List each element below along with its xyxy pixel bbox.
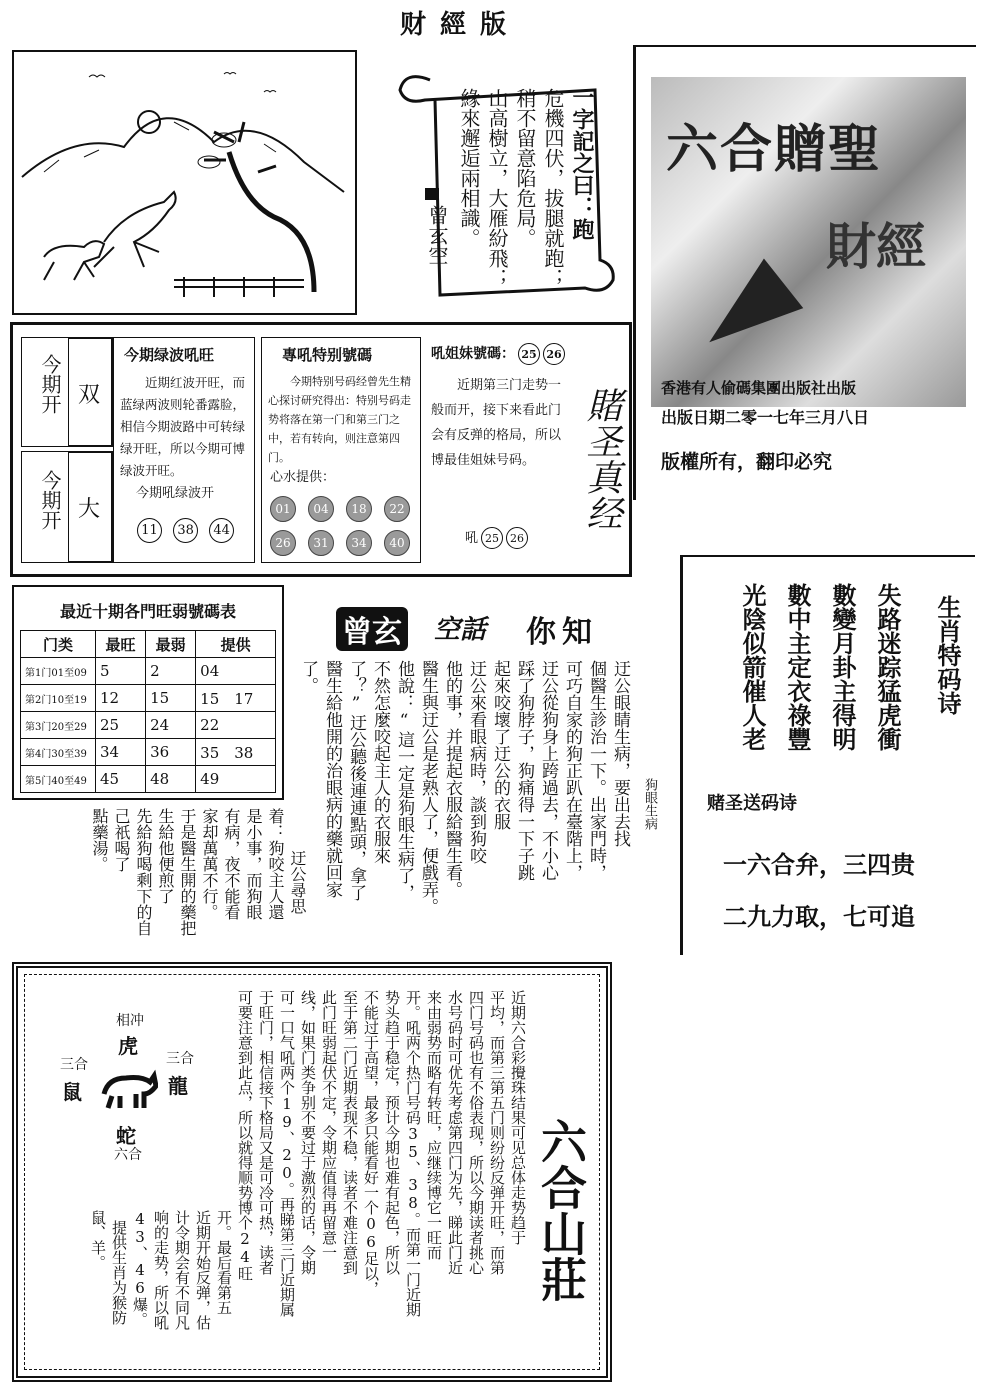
special-number: 31 [308, 530, 334, 556]
hot-cell: 5 [96, 658, 146, 685]
table-header: 提供 [196, 631, 276, 658]
shanzhuang-column: 势头趋于稳定，预计今期也难有起色，所以 [383, 990, 401, 1275]
story-column: 可巧自家的狗正趴在臺階上， [562, 660, 582, 881]
story-column: 他的事，并提起衣服給醫生看。 [442, 660, 462, 898]
gift-poem-line-2: 二九力取，七可追 [723, 902, 915, 931]
sister-title-number: 26 [543, 343, 565, 365]
cold-cell: 2 [146, 658, 196, 685]
promo-logo: 六合贈聖 [666, 119, 883, 180]
story-column: 着：狗咬主人還 [266, 808, 285, 920]
door-cell: 第5门40至49 [21, 766, 96, 793]
cold-cell: 48 [146, 766, 196, 793]
special-number: 18 [346, 496, 372, 522]
promo-rights: 版權所有，翻印必究 [661, 451, 833, 473]
period-label-1: 今期开 [38, 354, 62, 414]
shanzhuang-column: 水号码时可优先考虑第四门为先，睇此门近 [446, 990, 464, 1275]
zodiac-sanhe-left-label: 三合 [60, 1057, 88, 1073]
story-title-end: 你知 [526, 615, 598, 650]
scroll-line-2: 稍不留意陷危局。 [513, 88, 537, 248]
promo-publisher: 香港有人偷碼集團出版社出版 [661, 379, 857, 397]
story-columns [285, 660, 635, 950]
scroll-author: 曾玄空 [425, 205, 449, 265]
period-value-1: 双 [78, 383, 101, 408]
promo-panel [633, 45, 976, 500]
special-number: 22 [384, 496, 410, 522]
gift-poem-title: 赌圣送码诗 [707, 793, 797, 814]
special-number: 01 [270, 496, 296, 522]
door-cell: 第4门30至39 [21, 739, 96, 766]
story-column: 家却萬萬不行。 [200, 808, 219, 920]
story-column: 迂公眼睛生病，要出去找 [610, 660, 630, 847]
door-table-title: 最近十期各門旺弱號碼表 [59, 602, 236, 621]
story-column: 醫生與迂公是老熟人了，便戲弄。 [418, 660, 438, 915]
shanzhuang-column: 可要注意到此点，所以就得顺势博个24旺 [236, 990, 254, 1281]
zodiac-sanhe-left: 鼠 [62, 1080, 82, 1104]
zodiac-liuhe-label: 六合 [114, 1147, 142, 1163]
gift-poem-line-1: 一六合弁，三四贵 [723, 850, 915, 879]
wave-number: 38 [173, 518, 198, 543]
shanzhuang-column: 43、46爆。 [131, 1210, 149, 1327]
zodiac-sanhe-right: 龍 [168, 1074, 188, 1098]
zodiac-chong: 虎 [118, 1034, 138, 1058]
table-header-row [21, 631, 276, 658]
special-number: 26 [270, 530, 296, 556]
story-column: 不然怎麼咬起主人的衣服來 [370, 660, 390, 864]
shanzhuang-column: 计令期会有不同凡 [173, 1210, 191, 1330]
period-box-2 [21, 451, 113, 563]
shanzhuang-column: 鼠、羊。 [89, 1210, 107, 1270]
scroll-line-4: 緣來邂逅兩相識。 [457, 88, 481, 248]
special-numbers [264, 496, 420, 564]
zodiac-line-1: 失路迷踪猛虎衝 [873, 583, 902, 751]
special-provider: 心水提供： [270, 470, 336, 485]
door-table [20, 630, 276, 793]
special-number: 04 [308, 496, 334, 522]
table-row [21, 685, 276, 712]
zodiac-liuhe-animal: 蛇 [116, 1124, 136, 1148]
shanzhuang-column: 可一口气吼两个19、20。再睇第三门近期属 [278, 990, 296, 1317]
table-row [21, 658, 276, 685]
sister-footer [465, 527, 528, 549]
wave-section [113, 337, 255, 563]
cold-cell: 36 [146, 739, 196, 766]
story-column: 點藥湯。 [90, 808, 109, 872]
provide-cell: 04 [196, 658, 276, 685]
hot-cell: 45 [96, 766, 146, 793]
story-column: 迂公從狗身上跨過去，不小心 [538, 660, 558, 881]
wave-subline: 今期吼绿波开 [136, 486, 215, 501]
story-column: 生給他便煎了 [156, 808, 175, 904]
wave-body: 近期红波开旺，而蓝绿两波则轮番露脸，相信今期波路中可转绿绿开旺，所以今期可博绿波开旺。 [120, 375, 246, 478]
shanzhuang-column: 此门旺弱起伏不定，令期应值得再留意一 [320, 990, 338, 1260]
hot-cell: 25 [96, 712, 146, 739]
promo-overlay: 財經 [826, 217, 926, 276]
author-mark [425, 188, 439, 200]
table-row [21, 712, 276, 739]
scroll-poem [395, 60, 620, 300]
wave-number: 44 [209, 518, 234, 543]
zodiac-chong-label: 相冲 [116, 1013, 144, 1029]
shanzhuang-column: 线，如果门类争别不要过于激烈的话，令期 [299, 990, 317, 1275]
period-label-2: 今期开 [38, 470, 62, 530]
special-body: 今期特别号码经曾先生精心探讨研究得出：特别号码走势将落在第一门和第三门之中，若有转向，则注意第四门。 [268, 375, 411, 464]
story-column: 他說：“這一定是狗眼生病了， [394, 660, 414, 901]
wave-title: 今期绿波吼旺 [124, 346, 215, 364]
door-table-panel [12, 585, 284, 800]
hot-cell: 34 [96, 739, 146, 766]
story-column: 是小事，而狗眼 [244, 808, 263, 920]
story-column: 了。 [298, 660, 318, 694]
sister-title [431, 343, 565, 365]
shanzhuang-columns [89, 990, 528, 1370]
table-header: 最旺 [96, 631, 146, 658]
provide-cell: 15 17 [196, 685, 276, 712]
story-column: 迂公來看眼病時，談到狗咬 [466, 660, 486, 864]
cold-cell: 24 [146, 712, 196, 739]
zodiac-title: 生肖特码诗 [933, 595, 962, 715]
story-title-mid: 空話 [434, 615, 487, 645]
table-header: 门类 [21, 631, 96, 658]
special-section [261, 337, 421, 563]
shanzhuang-column: 提供生肖为猴防 [110, 1220, 128, 1325]
provide-cell: 22 [196, 712, 276, 739]
sister-footer-number: 25 [481, 527, 503, 549]
period-value-2: 大 [78, 497, 101, 522]
shanzhuang-column: 平均，而第三第五门则纷纷反弹开旺，而第 [488, 990, 506, 1275]
shanzhuang-column: 近期六合彩攪珠结果可见总体走势趋于 [509, 990, 527, 1245]
story-column: 迂公尋思 [288, 850, 307, 914]
page-title: 财經版 [400, 10, 521, 40]
story-column: 了？”迂公聽後連連點頭，拿了 [346, 660, 366, 901]
story-column: 先給狗喝剩下的自 [134, 808, 153, 936]
landscape-illustration [12, 50, 357, 315]
sister-calligraphy: 賭圣真经 [581, 387, 622, 531]
door-cell: 第2门10至19 [21, 685, 96, 712]
sister-footer-number: 26 [506, 527, 528, 549]
story-column: 于是醫生開的藥把 [178, 808, 197, 936]
zodiac-line-4: 光陰似箭催人老 [738, 583, 767, 751]
sister-section [427, 337, 627, 563]
special-number: 40 [384, 530, 410, 556]
story-column: 起來咬壞了迂公的衣服 [490, 660, 510, 830]
zodiac-line-3: 數中主定衣祿豐 [783, 583, 812, 751]
zodiac-poem-panel [680, 555, 975, 955]
shanzhuang-panel [12, 962, 612, 1382]
provide-cell: 35 38 [196, 739, 276, 766]
sister-title-number: 25 [518, 343, 540, 365]
promo-date: 出版日期二零一七年三月八日 [661, 408, 870, 427]
zodiac-line-2: 數變月卦主得明 [828, 583, 857, 751]
story-bottom-columns [70, 808, 310, 948]
door-cell: 第3门20至29 [21, 712, 96, 739]
shanzhuang-column: 不能过于高望，最多只能看好一个06足以， [362, 990, 380, 1296]
shanzhuang-column: 响的走势，所以吼 [152, 1210, 170, 1330]
zodiac-sanhe-right-label: 三合 [166, 1051, 194, 1067]
sister-body: 近期第三门走势一般而开，接下来看此门会有反弹的格局，所以博最佳姐妹号码。 [431, 378, 562, 468]
story-title-main: 曾玄 [336, 607, 408, 651]
shanzhuang-column: 开。吼两个热门号码35、38。而第一门近期 [404, 990, 422, 1317]
shanzhuang-title: 六合山莊 [534, 1118, 588, 1302]
hot-cell: 12 [96, 685, 146, 712]
sister-footer-text: 吼 [465, 531, 479, 546]
table-header: 最弱 [146, 631, 196, 658]
scroll-line-1: 危機四伏，拔腿就跑； [541, 88, 565, 288]
special-title: 專吼特别號碼 [282, 346, 373, 364]
story-column: 醫生給他開的治眼病的藥就回家 [322, 660, 342, 898]
wave-number: 11 [137, 518, 162, 543]
period-box-1 [21, 337, 113, 447]
special-number: 34 [346, 530, 372, 556]
story-title-banner [330, 603, 630, 651]
story-column: 己祇喝了 [112, 808, 131, 872]
scroll-title: 一字記之曰：跑 [569, 86, 595, 240]
story-column: 踩了狗脖子，狗痛得一下子跳 [514, 660, 534, 881]
shanzhuang-column: 开。最后看第五 [215, 1210, 233, 1315]
table-row [21, 739, 276, 766]
prediction-row [10, 322, 632, 577]
story-side-label: 狗眼生病 [642, 778, 657, 830]
shanzhuang-column: 至于第二门近期表现不稳，读者不难注意到 [341, 990, 359, 1275]
story-column: 個醫生診治一下。出家門時， [586, 660, 606, 881]
shanzhuang-column: 于旺门，相信接下格局又是可冷可热，读者 [257, 990, 275, 1275]
sister-title-text: 吼姐妹號碼： [431, 346, 515, 362]
shanzhuang-column: 近期开始反弹，估 [194, 1210, 212, 1330]
door-cell: 第1门01至09 [21, 658, 96, 685]
wave-numbers [134, 518, 237, 543]
scroll-line-3: 山高樹立，大雁紛飛； [485, 88, 509, 288]
shanzhuang-column: 四门号码也有不俗表现，所以今期读者挑心 [467, 990, 485, 1275]
shanzhuang-column: 来由弱势而略有转旺，应继续博它一旺而 [425, 990, 443, 1260]
horse-scene-image [14, 52, 355, 313]
story-column: 有病，夜不能看 [222, 808, 241, 920]
provide-cell: 49 [196, 766, 276, 793]
table-row [21, 766, 276, 793]
cold-cell: 15 [146, 685, 196, 712]
